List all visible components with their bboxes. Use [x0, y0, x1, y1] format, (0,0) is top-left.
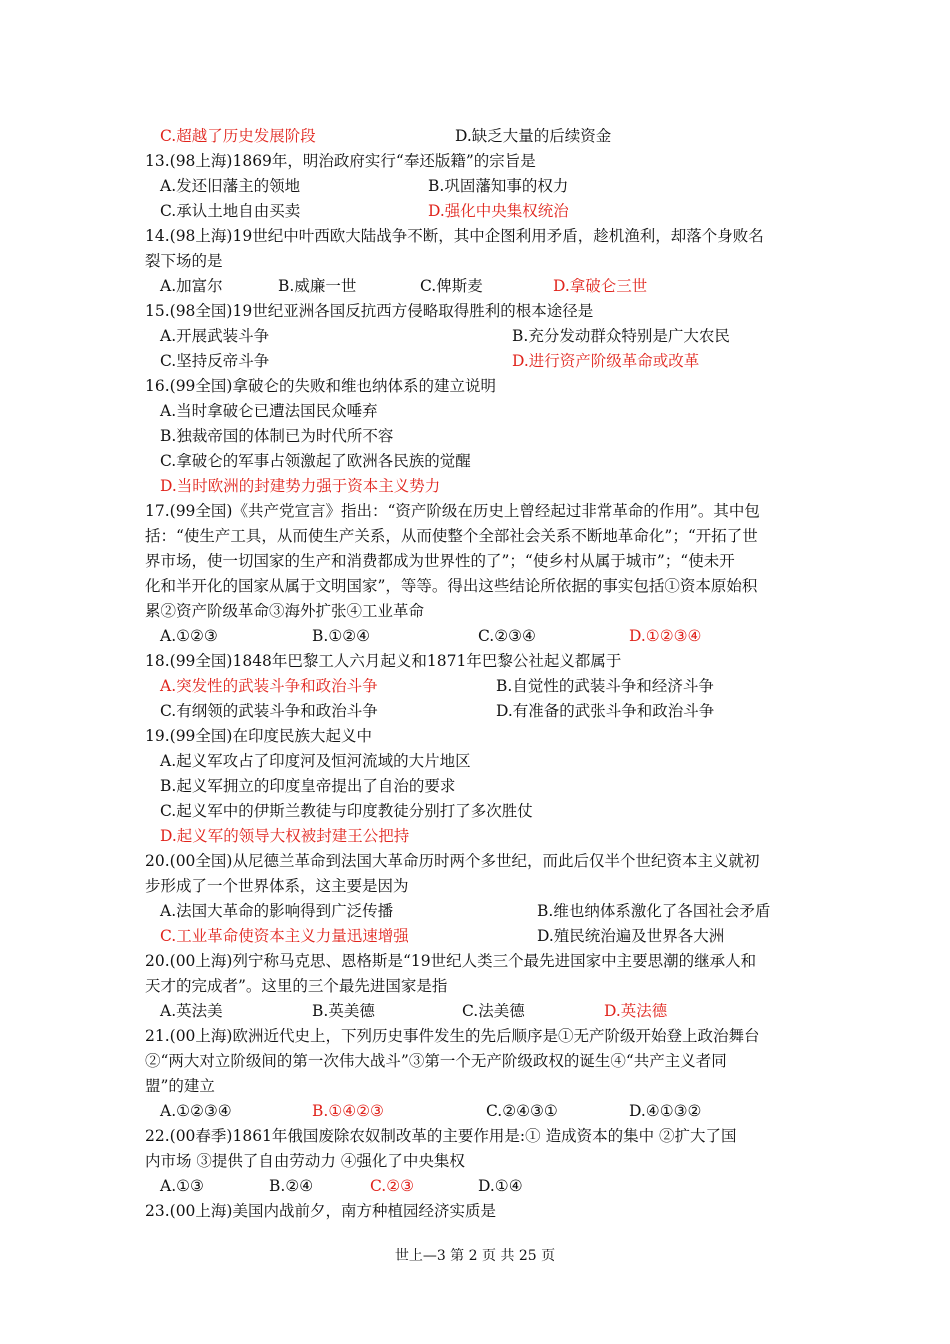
option-d: D.缺乏大量的后续资金 [455, 127, 612, 145]
option-b: B.英美德 [312, 1002, 375, 1020]
question-21: 21.(00上海)欧洲近代史上，下列历史事件发生的先后顺序是①无产阶级开始登上政治舞台 [145, 1027, 760, 1045]
option-b: B.维也纳体系激化了各国社会矛盾 [537, 902, 771, 920]
question-23: 23.(00上海)美国内战前夕，南方种植园经济实质是 [145, 1202, 496, 1220]
question-20b-cont: 天才的完成者”。这里的三个最先进国家是指 [145, 977, 448, 995]
question-17-cont: 界市场，使一切国家的生产和消费都成为世界性的了”；“使乡村从属于城市”；“使未开 [145, 552, 735, 570]
option-b: B.独裁帝国的体制已为时代所不容 [160, 427, 394, 445]
question-17-cont: 括：“使生产工具，从而使生产关系，从而使整个全部社会关系不断地革命化”；“开拓了世 [145, 527, 758, 545]
question-22-cont: 内市场 ③提供了自由劳动力 ④强化了中央集权 [145, 1152, 465, 1170]
option-b: B.充分发动群众特别是广大农民 [512, 327, 730, 345]
option-a: A.开展武装斗争 [160, 327, 270, 345]
page-footer: 世上—3 第 2 页 共 25 页 [394, 1248, 556, 1264]
option-b: B.威廉一世 [278, 277, 357, 295]
option-c: C.有纲领的武装斗争和政治斗争 [160, 702, 378, 720]
question-20b: 20.(00上海)列宁称马克思、恩格斯是“19世纪人类三个最先进国家中主要思潮的继承人和 [145, 952, 757, 970]
question-17-cont: 累②资产阶级革命③海外扩张④工业革命 [145, 602, 425, 620]
option-a: A.法国大革命的影响得到广泛传播 [160, 902, 394, 920]
option-c-answer: C.超越了历史发展阶段 [160, 127, 316, 145]
option-a: A.发还旧藩主的领地 [160, 177, 301, 195]
option-a-answer: A.突发性的武装斗争和政治斗争 [160, 677, 378, 695]
question-14-cont: 裂下场的是 [145, 252, 223, 270]
question-13: 13.(98上海)1869年，明治政府实行“奉还版籍”的宗旨是 [145, 152, 536, 170]
question-20: 20.(00全国)从尼德兰革命到法国大革命历时两个多世纪，而此后仅半个世纪资本主义就初 [145, 852, 760, 870]
option-d-answer: D.进行资产阶级革命或改革 [512, 352, 700, 370]
option-b: B.巩固藩知事的权力 [428, 177, 569, 195]
question-16: 16.(99全国)拿破仑的失败和维也纳体系的建立说明 [145, 377, 496, 395]
question-14: 14.(98上海)19世纪中叶西欧大陆战争不断，其中企图利用矛盾，趁机渔利，却落个身败名 [145, 227, 764, 245]
option-c: C.承认土地自由买卖 [160, 202, 301, 220]
option-d: D.①④ [478, 1177, 523, 1195]
option-c: C.起义军中的伊斯兰教徒与印度教徒分别打了多次胜仗 [160, 802, 533, 820]
question-22: 22.(00春季)1861年俄国废除农奴制改革的主要作用是:① 造成资本的集中 ②扩大了国 [145, 1127, 737, 1145]
option-c: C.②③④ [478, 627, 536, 645]
question-18: 18.(99全国)1848年巴黎工人六月起义和1871年巴黎公社起义都属于 [145, 652, 622, 670]
option-a: A.当时拿破仑已遭法国民众唾弃 [160, 402, 378, 420]
option-d: D.④①③② [629, 1102, 702, 1120]
question-21-cont: ②“两大对立阶级间的第一次伟大战斗”③第一个无产阶级政权的诞生④“共产主义者同 [145, 1052, 727, 1070]
option-d: D.殖民统治遍及世界各大洲 [537, 927, 725, 945]
option-b-answer: B.①④②③ [312, 1102, 384, 1120]
option-b: B.起义军拥立的印度皇帝提出了自治的要求 [160, 777, 456, 795]
option-a: A.①②③ [160, 627, 218, 645]
option-a: A.英法美 [160, 1002, 223, 1020]
option-c: C.②④③① [486, 1102, 558, 1120]
question-21-cont: 盟”的建立 [145, 1077, 215, 1095]
option-d-answer: D.①②③④ [629, 627, 702, 645]
question-17: 17.(99全国)《共产党宣言》指出：“资产阶级在历史上曾经起过非常革命的作用”。其中包 [145, 502, 760, 520]
option-a: A.起义军攻占了印度河及恒河流域的大片地区 [160, 752, 471, 770]
option-d-answer: D.当时欧洲的封建势力强于资本主义势力 [160, 477, 441, 495]
option-c: C.坚持反帝斗争 [160, 352, 270, 370]
option-d-answer: D.起义军的领导大权被封建王公把持 [160, 827, 410, 845]
option-c: C.拿破仑的军事占领激起了欧洲各民族的觉醒 [160, 452, 471, 470]
question-15: 15.(98全国)19世纪亚洲各国反抗西方侵略取得胜利的根本途径是 [145, 302, 594, 320]
option-c-answer: C.②③ [370, 1177, 415, 1195]
option-c: C.俾斯麦 [420, 277, 483, 295]
option-d-answer: D.英法德 [604, 1002, 668, 1020]
question-20-cont: 步形成了一个世界体系，这主要是因为 [145, 877, 409, 895]
option-b: B.①②④ [312, 627, 371, 645]
option-b: B.②④ [269, 1177, 314, 1195]
option-a: A.加富尔 [160, 277, 223, 295]
option-d-answer: D.强化中央集权统治 [428, 202, 569, 220]
option-c-answer: C.工业革命使资本主义力量迅速增强 [160, 927, 409, 945]
option-a: A.①②③④ [160, 1102, 232, 1120]
option-d-answer: D.拿破仑三世 [553, 277, 648, 295]
option-c: C.法美德 [462, 1002, 525, 1020]
option-a: A.①③ [160, 1177, 204, 1195]
question-19: 19.(99全国)在印度民族大起义中 [145, 727, 372, 745]
option-d: D.有准备的武张斗争和政治斗争 [496, 702, 715, 720]
option-b: B.自觉性的武装斗争和经济斗争 [496, 677, 714, 695]
question-17-cont: 化和半开化的国家从属于文明国家”，等等。得出这些结论所依据的事实包括①资本原始积 [145, 577, 758, 595]
